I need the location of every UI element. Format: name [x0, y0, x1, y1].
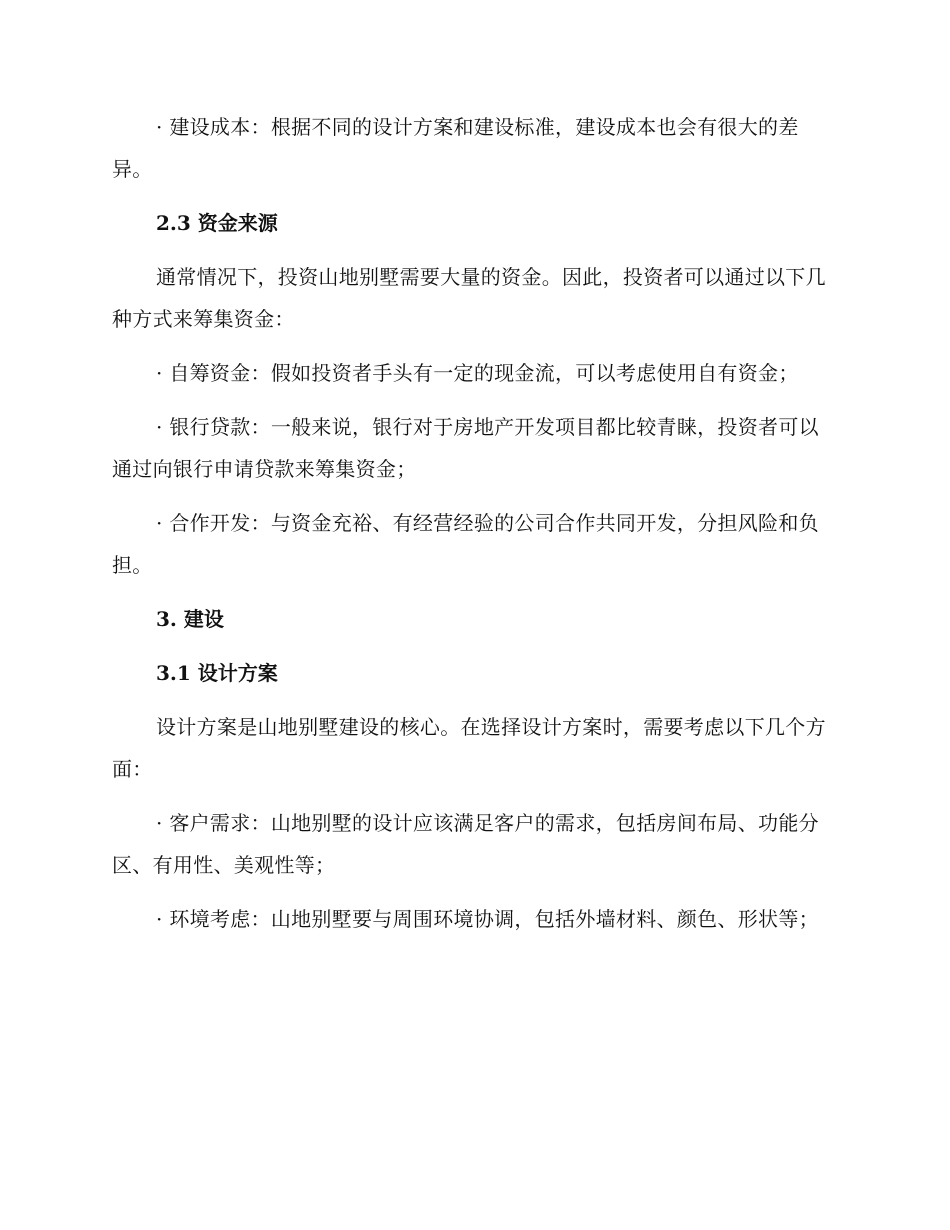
- paragraph-bank-loan: · 银行贷款：一般来说，银行对于房地产开发项目都比较青睐，投资者可以通过向银行申请贷款来筹集资金；: [112, 415, 819, 481]
- paragraph-joint-development: · 合作开发：与资金充裕、有经营经验的公司合作共同开发，分担风险和负担。: [112, 511, 819, 577]
- paragraph-construction-cost: · 建设成本：根据不同的设计方案和建设标准，建设成本也会有很大的差异。: [112, 115, 799, 181]
- paragraph-customer-needs: · 客户需求：山地别墅的设计应该满足客户的需求，包括房间布局、功能分区、有用性、美观性等；: [112, 811, 819, 877]
- section-heading-3-1: 3.1 设计方案: [156, 661, 278, 685]
- paragraph-self-funding: · 自筹资金：假如投资者手头有一定的现金流，可以考虑使用自有资金；: [156, 361, 799, 385]
- document-body: [112, 106, 828, 952]
- section-heading-2-3: 2.3 资金来源: [156, 211, 278, 235]
- paragraph-design-intro: 设计方案是山地别墅建设的核心。在选择设计方案时，需要考虑以下几个方面：: [112, 715, 826, 781]
- section-heading-3: 3. 建设: [156, 607, 224, 631]
- paragraph-funding-intro: 通常情况下，投资山地别墅需要大量的资金。因此，投资者可以通过以下几种方式来筹集资金：: [112, 265, 826, 331]
- paragraph-environment: · 环境考虑：山地别墅要与周围环境协调，包括外墙材料、颜色、形状等；: [156, 907, 819, 931]
